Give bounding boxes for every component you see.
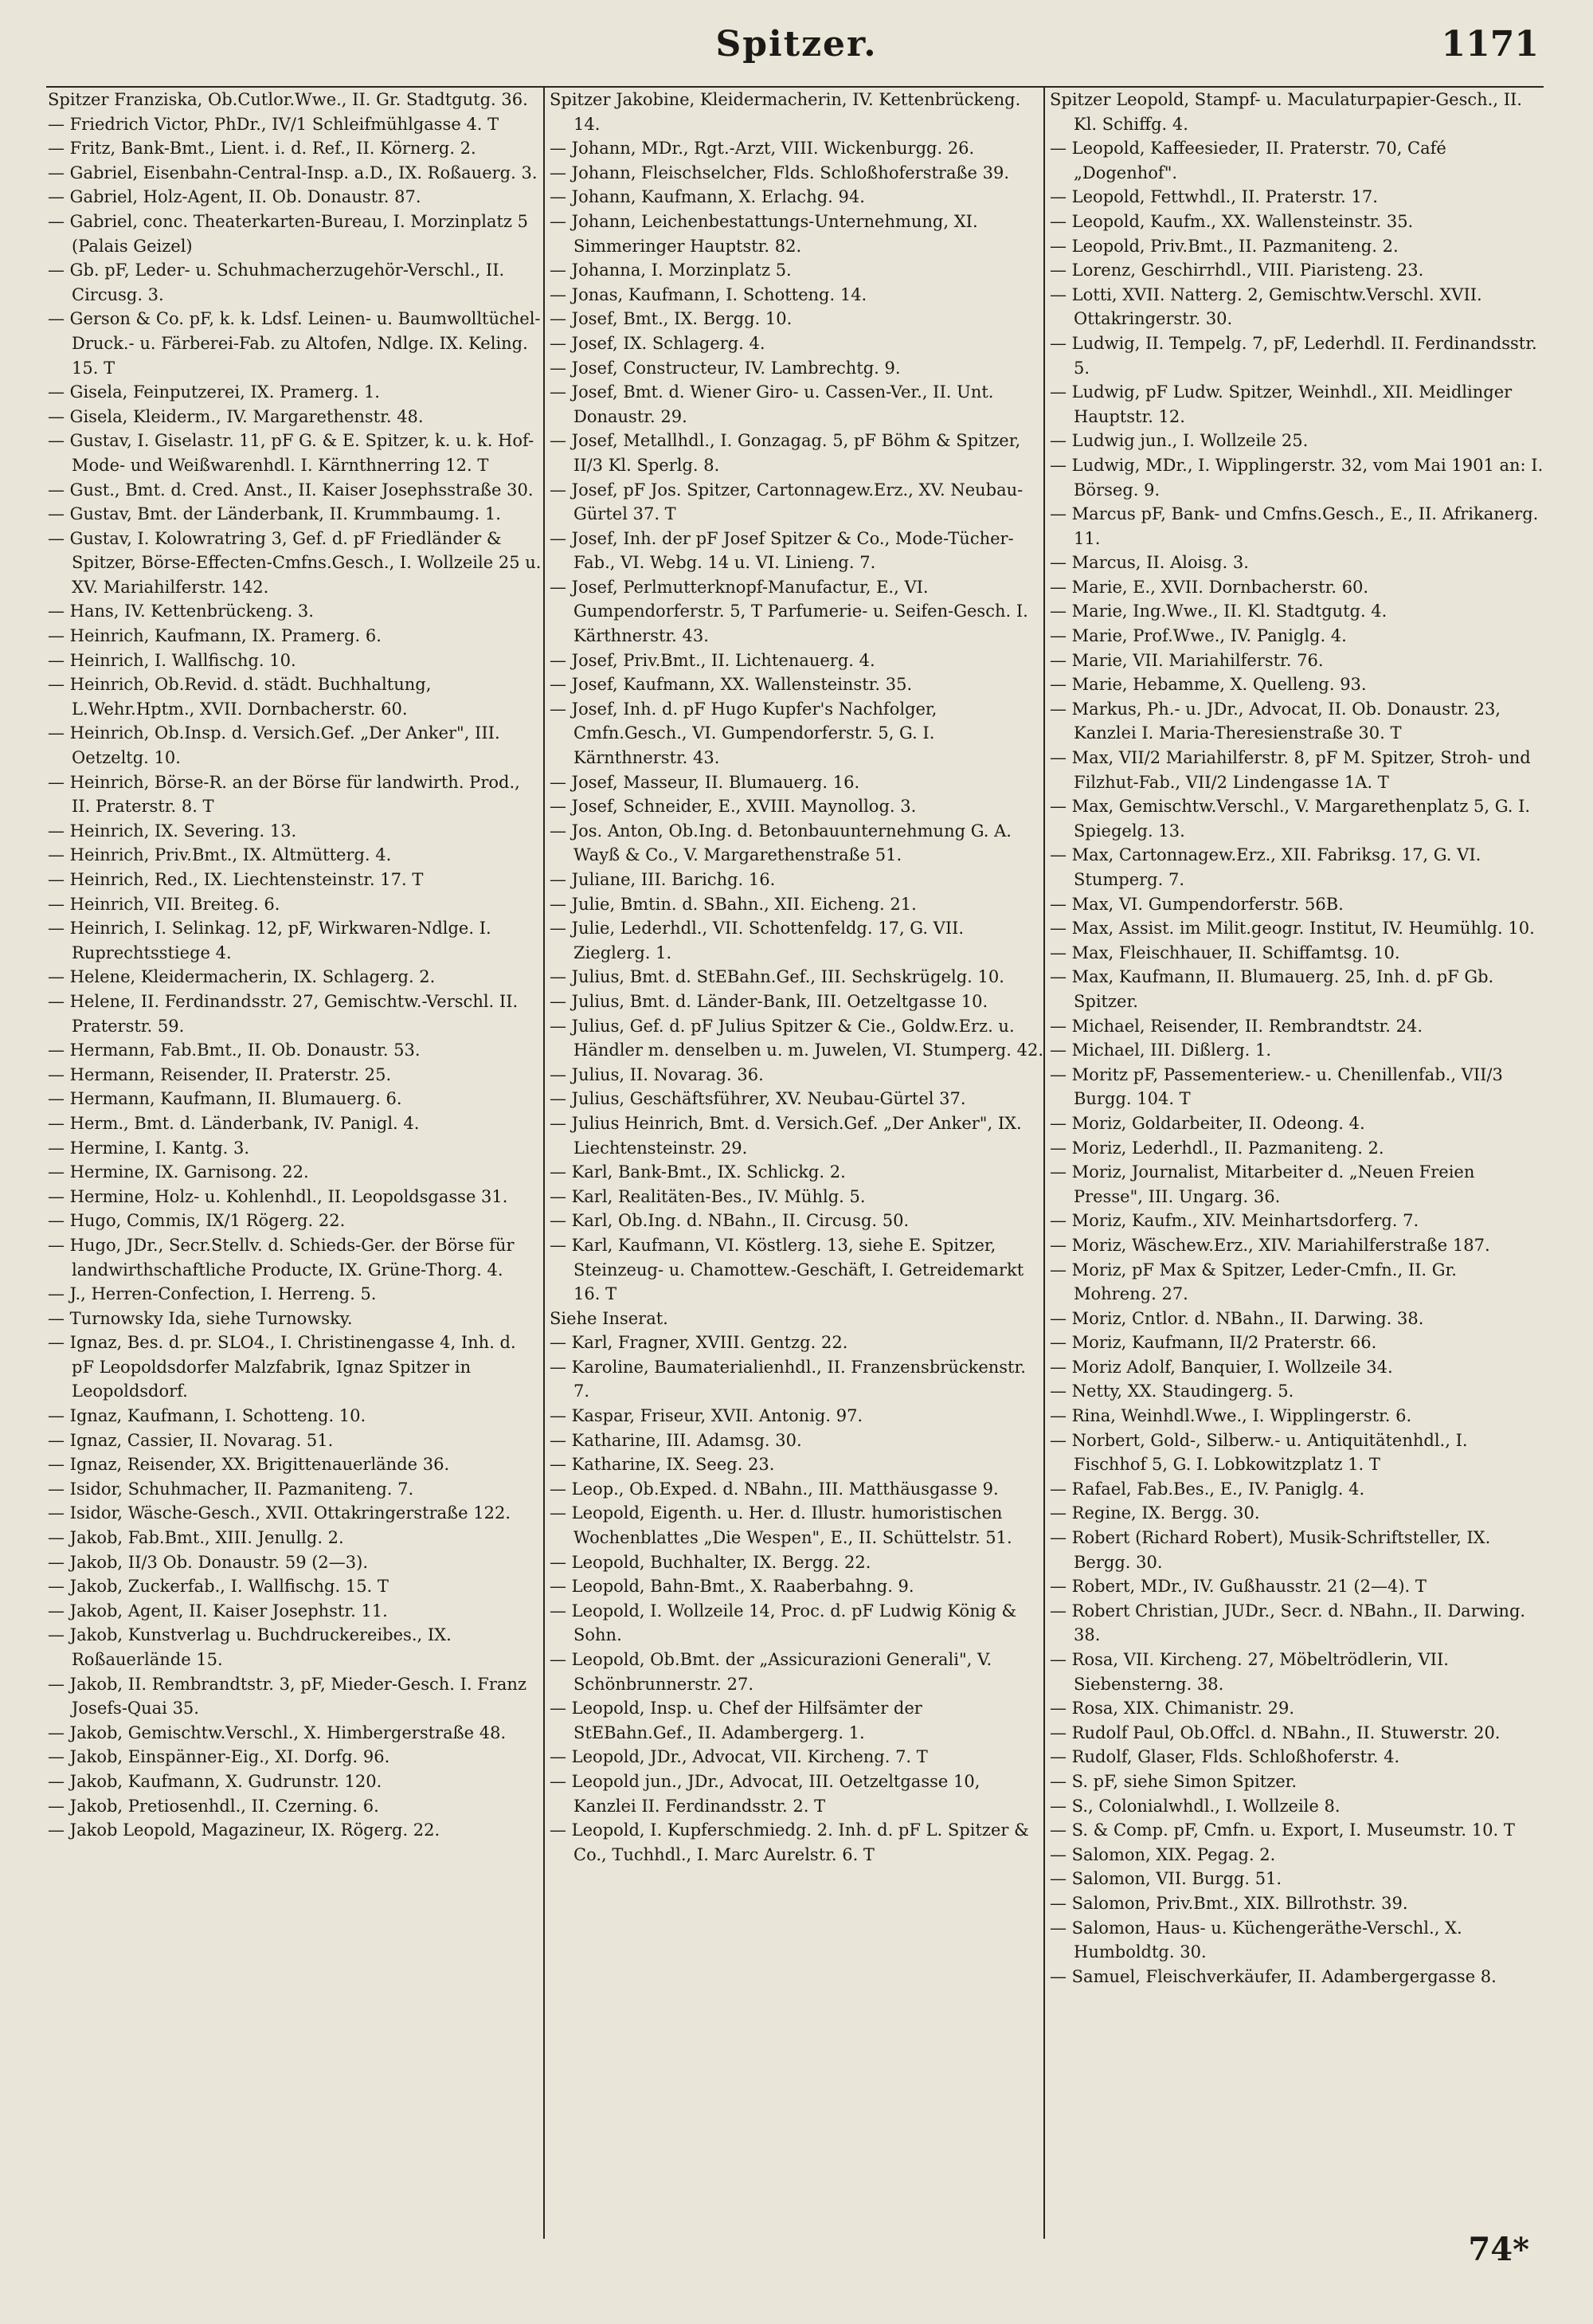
directory-entry: — Julius Heinrich, Bmt. d. Versich.Gef. „Der Anker", IX. Liechtensteinstr. 29. [550,1113,1022,1158]
directory-entry: — Leopold, Insp. u. Chef der Hilfsämter der StEBahn.Gef., II. Adambergerg. 1. [550,1699,922,1742]
directory-entry: — Marie, E., XVII. Dornbacherstr. 60. [1050,577,1369,597]
directory-entry: — Max, Cartonnagew.Erz., XII. Fabriksg. 17, G. VI. Stumperg. 7. [1050,845,1481,889]
column-2 [550,88,1043,2223]
directory-entry: — Leopold, Buchhalter, IX. Bergg. 22. [550,1552,871,1572]
directory-entry: — Norbert, Gold-, Silberw.- u. Antiquitätenhdl., I. Fischhof 5, G. I. Lobkowitzplatz 1. T [1050,1430,1468,1475]
directory-entry: — Gustav, Bmt. der Länderbank, II. Krummbaumg. 1. [48,504,501,524]
directory-entry: — Johann, Kaufmann, X. Erlachg. 94. [550,187,865,207]
directory-entry: — Josef, Priv.Bmt., II. Lichtenauerg. 4. [550,650,875,670]
directory-entry: — Leopold, Priv.Bmt., II. Pazmaniteng. 2. [1050,236,1399,256]
page-number: 1171 [1441,24,1539,65]
directory-entry: — Moriz, Goldarbeiter, II. Odeong. 4. [1050,1113,1365,1133]
directory-entry: — Leopold, Kaffeesieder, II. Praterstr. 70, Café „Dogenhof". [1050,139,1446,182]
directory-entry: — Johanna, I. Morzinplatz 5. [550,261,792,280]
directory-entry: — Julie, Bmtin. d. SBahn., XII. Eicheng. 21. [550,894,917,914]
directory-entry: — Jos. Anton, Ob.Ing. d. Betonbauunternehmung G. A. Wayß & Co., V. Margarethenstraße 51. [550,821,1012,865]
directory-entry: — S., Colonialwhdl., I. Wollzeile 8. [1050,1796,1341,1816]
directory-entry: — Gustav, I. Giselastr. 11, pF G. & E. Spitzer, k. u. k. Hof-Mode- und Weißwarenhdl. I. Kärnthnerring 12. T [48,431,534,475]
directory-entry: — Hermine, IX. Garnisong. 22. [48,1162,309,1182]
directory-entry: — Max, Assist. im Milit.geogr. Institut, IV. Heumühlg. 10. [1050,919,1535,939]
directory-entry: — Ludwig jun., I. Wollzeile 25. [1050,431,1309,451]
directory-entry: — Ignaz, Reisender, XX. Brigittenauerlände 36. [48,1455,450,1475]
directory-entry: — Leopold, I. Kupferschmiedg. 2. Inh. d. pF L. Spitzer & Co., Tuchhdl., I. Marc Aurelstr. 6. T [550,1820,1029,1864]
directory-entry: — Ludwig, pF Ludw. Spitzer, Weinhdl., XII. Meidlinger Hauptstr. 12. [1050,382,1513,426]
directory-entry: — Max, VII/2 Mariahilferstr. 8, pF M. Spitzer, Stroh- und Filzhut-Fab., VII/2 Lindengasse 1A. T [1050,748,1531,792]
directory-entry: — Leopold, Bahn-Bmt., X. Raaberbahng. 9. [550,1577,914,1597]
directory-entry: — Heinrich, IX. Severing. 13. [48,821,297,841]
directory-entry: — Ludwig, II. Tempelg. 7, pF, Lederhdl. II. Ferdinandsstr. 5. [1050,333,1537,378]
directory-entry: — S. pF, siehe Simon Spitzer. [1050,1771,1297,1791]
directory-entry: — Max, Gemischtw.Verschl., V. Margarethenplatz 5, G. I. Spiegelg. 13. [1050,797,1531,841]
directory-entry: — Rosa, VII. Kircheng. 27, Möbeltrödlerin, VII. Siebensterng. 38. [1050,1650,1449,1694]
directory-entry: — Jakob, Kaufmann, X. Gudrunstr. 120. [48,1771,382,1791]
directory-entry: — Julius, II. Novarag. 36. [550,1064,764,1084]
directory-entry: — Heinrich, Kaufmann, IX. Pramerg. 6. [48,626,382,646]
directory-entry: — Marcus pF, Bank- und Cmfns.Gesch., E., II. Afrikanerg. 11. [1050,504,1539,548]
directory-entry: — Ludwig, MDr., I. Wipplingerstr. 32, vom Mai 1901 an: I. Börseg. 9. [1050,455,1544,500]
directory-entry: — Julius, Geschäftsführer, XV. Neubau-Gürtel 37. [550,1089,966,1109]
directory-entry: — Gerson & Co. pF, k. k. Ldsf. Leinen- u. Baumwolltüchel-Druck.- u. Färberei-Fab. zu Altofen, Ndlge. IX. Keling. 15. T [48,309,541,378]
directory-entry: — Moriz Adolf, Banquier, I. Wollzeile 34. [1050,1357,1393,1377]
directory-entry: — Rudolf, Glaser, Flds. Schloßhoferstr. 4. [1050,1747,1400,1767]
directory-entry: — Moriz, Lederhdl., II. Pazmaniteng. 2. [1050,1138,1384,1158]
directory-entry: — Marcus, II. Aloisg. 3. [1050,553,1249,573]
directory-entry: — Marie, VII. Mariahilferstr. 76. [1050,650,1324,670]
directory-entry: — Max, Kaufmann, II. Blumauerg. 25, Inh. d. pF Gb. Spitzer. [1050,967,1494,1011]
directory-entry: — Julius, Gef. d. pF Julius Spitzer & Cie., Goldw.Erz. u. Händler m. denselben u. m. Juwelen, VI. Stumperg. 42. [550,1016,1043,1060]
directory-entry: — Rina, Weinhdl.Wwe., I. Wipplingerstr. 6. [1050,1406,1412,1426]
page-header [0,24,1593,72]
directory-entry: — Gabriel, conc. Theaterkarten-Bureau, I. Morzinplatz 5 (Palais Geizel) [48,211,529,256]
directory-entry: — Moriz, pF Max & Spitzer, Leder-Cmfn., II. Gr. Mohreng. 27. [1050,1260,1457,1304]
directory-entry: — Jakob, Fab.Bmt., XIII. Jenullg. 2. [48,1528,344,1548]
directory-entry: — Hugo, JDr., Secr.Stellv. d. Schieds-Ger. der Börse für landwirthschaftliche Producte, IX. Grüne-Thorg. 4. [48,1235,515,1280]
directory-entry: — Julius, Bmt. d. Länder-Bank, III. Oetzeltgasse 10. [550,991,988,1011]
directory-entry: — Moritz pF, Passementeriew.- u. Chenillenfab., VII/3 Burgg. 104. T [1050,1064,1503,1109]
directory-entry: — Lorenz, Geschirrhdl., VIII. Piaristeng. 23. [1050,261,1424,280]
directory-entry: — Gust., Bmt. d. Cred. Anst., II. Kaiser Josephsstraße 30. [48,480,534,500]
running-head: Spitzer. [715,24,878,65]
directory-entry: — Netty, XX. Staudingerg. 5. [1050,1381,1294,1401]
directory-entry: — Heinrich, Ob.Insp. d. Versich.Gef. „Der Anker", III. Oetzeltg. 10. [48,723,500,768]
directory-entry: — J., Herren-Confection, I. Herreng. 5. [48,1284,377,1304]
directory-entry: — Josef, Perlmutterknopf-Manufactur, E., VI. Gumpendorferstr. 5, T Parfumerie- u. Seifen-Gesch. I. Kärthnerstr. 43. [550,577,1028,646]
directory-entry: — Kaspar, Friseur, XVII. Antonig. 97. [550,1406,863,1426]
directory-entry: — Max, VI. Gumpendorferstr. 56B. [1050,894,1344,914]
directory-entry: — S. & Comp. pF, Cmfn. u. Export, I. Museumstr. 10. T [1050,1820,1515,1840]
directory-entry: — Ignaz, Bes. d. pr. SLO4., I. Christinengasse 4, Inh. d. pF Leopoldsdorfer Malzfabrik, Ignaz Spitzer in Leopoldsdorf. [48,1333,516,1401]
directory-entry: — Karl, Ob.Ing. d. NBahn., II. Circusg. 50. [550,1211,910,1231]
directory-entry: — Josef, Bmt. d. Wiener Giro- u. Cassen-Ver., II. Unt. Donaustr. 29. [550,382,994,426]
directory-entry: — Moriz, Journalist, Mitarbeiter d. „Neuen Freien Presse", III. Ungarg. 36. [1050,1162,1475,1206]
directory-entry: — Turnowsky Ida, siehe Turnowsky. [48,1308,353,1328]
directory-entry: — Samuel, Fleischverkäufer, II. Adambergergasse 8. [1050,1966,1497,1986]
directory-entry: — Leopold, Ob.Bmt. der „Assicurazioni Generali", V. Schönbrunnerstr. 27. [550,1650,992,1694]
directory-entry: — Julie, Lederhdl., VII. Schottenfeldg. 17, G. VII. Zieglerg. 1. [550,919,965,962]
directory-entry: — Jakob, Zuckerfab., I. Wallfischg. 15. T [48,1577,389,1597]
directory-entry: — Jakob, Kunstverlag u. Buchdruckereibes., IX. Roßauerlände 15. [48,1625,452,1669]
directory-entry: — Karl, Kaufmann, VI. Köstlerg. 13, siehe E. Spitzer, Steinzeug- u. Chamottew.-Geschäft, I. Getreidemarkt 16. T [550,1235,1024,1304]
directory-entry: Spitzer Franziska, Ob.Cutlor.Wwe., II. Gr. Stadtgutg. 36. [48,90,528,109]
directory-entry: — Leopold, Eigenth. u. Her. d. Illustr. humoristischen Wochenblattes „Die Wespen", E., II. Schüttelstr. 51. [550,1503,1012,1548]
directory-entry: — Jakob, II. Rembrandtstr. 3, pF, Mieder-Gesch. I. Franz Josefs-Quai 35. [48,1674,527,1719]
directory-entry: — Heinrich, Ob.Revid. d. städt. Buchhaltung, L.Wehr.Hptm., XVII. Dornbacherstr. 60. [48,675,432,719]
directory-entry: — Gisela, Kleiderm., IV. Margarethenstr. 48. [48,406,424,426]
directory-entry: Spitzer Jakobine, Kleidermacherin, IV. Kettenbrückeng. 14. [550,90,1021,134]
directory-entry: — Josef, Kaufmann, XX. Wallensteinstr. 35. [550,675,913,695]
directory-entry: — Hermann, Fab.Bmt., II. Ob. Donaustr. 53. [48,1041,421,1060]
directory-entry: — Gustav, I. Kolowratring 3, Gef. d. pF Friedländer & Spitzer, Börse-Effecten-Cmfns.Gesch., I. Wollzeile 25 u. XV. Mariahilferstr. 142. [48,528,542,597]
directory-entry: — Josef, Bmt., IX. Bergg. 10. [550,309,793,329]
directory-entry: — Hermine, Holz- u. Kohlenhdl., II. Leopoldsgasse 31. [48,1186,508,1206]
directory-entry: — Heinrich, VII. Breiteg. 6. [48,894,280,914]
directory-entry: — Jakob Leopold, Magazineur, IX. Rögerg. 22. [48,1820,440,1840]
directory-entry: — Josef, pF Jos. Spitzer, Cartonnagew.Erz., XV. Neubau-Gürtel 37. T [550,480,1024,524]
directory-entry: — Heinrich, I. Selinkag. 12, pF, Wirkwaren-Ndlge. I. Ruprechtsstiege 4. [48,919,491,962]
directory-entry: — Regine, IX. Bergg. 30. [1050,1503,1260,1523]
directory-entry: — Jonas, Kaufmann, I. Schotteng. 14. [550,284,867,304]
column-1 [48,88,542,2223]
directory-entry: — Katharine, IX. Seeg. 23. [550,1455,775,1475]
directory-entry: — Robert Christian, JUDr., Secr. d. NBahn., II. Darwing. 38. [1050,1601,1526,1645]
directory-entry: — Jakob, Agent, II. Kaiser Josephstr. 11. [48,1601,388,1621]
directory-entry: — Robert (Richard Robert), Musik-Schriftsteller, IX. Bergg. 30. [1050,1528,1491,1572]
directory-entry: — Josef, Metallhdl., I. Gonzagag. 5, pF Böhm & Spitzer, II/3 Kl. Sperlg. 8. [550,431,1021,475]
directory-entry: — Josef, Schneider, E., XVIII. Maynollog. 3. [550,797,917,817]
directory-entry: — Isidor, Wäsche-Gesch., XVII. Ottakringerstraße 122. [48,1503,511,1523]
column-divider [1043,88,1045,2239]
directory-entry: — Moriz, Cntlor. d. NBahn., II. Darwing. 38. [1050,1308,1424,1328]
directory-entry: — Salomon, XIX. Pegag. 2. [1050,1844,1276,1864]
directory-entry: — Leopold, JDr., Advocat, VII. Kircheng. 7. T [550,1747,928,1767]
directory-entry: — Moriz, Kaufmann, II/2 Praterstr. 66. [1050,1333,1377,1353]
directory-entry: — Josef, Inh. der pF Josef Spitzer & Co., Mode-Tücher-Fab., VI. Webg. 14 u. VI. Linieng. 7. [550,528,1014,573]
signature-mark: 74* [1468,2231,1529,2268]
directory-entry: Siehe Inserat. [550,1308,668,1328]
directory-entry: — Ignaz, Kaufmann, I. Schotteng. 10. [48,1406,366,1426]
directory-entry: — Leopold, Kaufm., XX. Wallensteinstr. 35. [1050,211,1414,231]
directory-entry: Spitzer Leopold, Stampf- u. Maculaturpapier-Gesch., II. Kl. Schiffg. 4. [1050,90,1522,134]
directory-entry: — Helene, Kleidermacherin, IX. Schlagerg. 2. [48,967,436,987]
directory-entry: — Karl, Fragner, XVIII. Gentzg. 22. [550,1333,848,1353]
directory-entry: — Heinrich, Börse-R. an der Börse für landwirth. Prod., II. Praterstr. 8. T [48,772,520,817]
directory-entry: — Rosa, XIX. Chimanistr. 29. [1050,1699,1295,1719]
directory-entry: — Jakob, Einspänner-Eig., XI. Dorfg. 96. [48,1747,390,1767]
directory-entry: — Herm., Bmt. d. Länderbank, IV. Panigl. 4. [48,1113,420,1133]
directory-entry: — Josef, Masseur, II. Blumauerg. 16. [550,772,860,792]
directory-entry: — Hugo, Commis, IX/1 Rögerg. 22. [48,1211,346,1231]
directory-entry: — Michael, Reisender, II. Rembrandtstr. 24. [1050,1016,1423,1036]
directory-entry: — Josef, Inh. d. pF Hugo Kupfer's Nachfolger, Cmfn.Gesch., VI. Gumpendorferstr. 5, G. I. Kärnthnerstr. 43. [550,699,937,768]
directory-entry: — Friedrich Victor, PhDr., IV/1 Schleifmühlgasse 4. T [48,114,499,134]
directory-entry: — Hermann, Kaufmann, II. Blumauerg. 6. [48,1089,402,1109]
directory-entry: — Julius, Bmt. d. StEBahn.Gef., III. Sechskrügelg. 10. [550,967,1004,987]
directory-entry: — Lotti, XVII. Natterg. 2, Gemischtw.Verschl. XVII. Ottakringerstr. 30. [1050,284,1482,329]
directory-entry: — Hans, IV. Kettenbrückeng. 3. [48,602,314,621]
directory-entry: — Marie, Ing.Wwe., II. Kl. Stadtgutg. 4. [1050,602,1388,621]
column-3 [1050,88,1544,2223]
directory-entry: — Marie, Prof.Wwe., IV. Paniglg. 4. [1050,626,1347,646]
directory-entry: — Leopold, Fettwhdl., II. Praterstr. 17. [1050,187,1378,207]
directory-entry: — Heinrich, Red., IX. Liechtensteinstr. 17. T [48,870,424,889]
directory-entry: — Helene, II. Ferdinandsstr. 27, Gemischtw.-Verschl. II. Praterstr. 59. [48,991,519,1036]
directory-entry: — Gabriel, Holz-Agent, II. Ob. Donaustr. 87. [48,187,421,207]
directory-entry: — Josef, Constructeur, IV. Lambrechtg. 9. [550,358,901,378]
directory-entry: — Isidor, Schuhmacher, II. Pazmaniteng. 7. [48,1479,414,1499]
directory-entry: — Johann, Leichenbestattungs-Unternehmung, XI. Simmeringer Hauptstr. 82. [550,211,978,256]
directory-entry: — Jakob, Pretiosenhdl., II. Czerning. 6. [48,1796,379,1816]
directory-entry: — Rudolf Paul, Ob.Offcl. d. NBahn., II. Stuwerstr. 20. [1050,1722,1501,1742]
directory-entry: — Leopold jun., JDr., Advocat, III. Oetzeltgasse 10, Kanzlei II. Ferdinandsstr. 2. T [550,1771,980,1816]
directory-entry: — Johann, Fleischselcher, Flds. Schloßhoferstraße 39. [550,163,1010,182]
directory-entry: — Gabriel, Eisenbahn-Central-Insp. a.D., IX. Roßauerg. 3. [48,163,538,182]
directory-entry: — Jakob, Gemischtw.Verschl., X. Himbergerstraße 48. [48,1722,507,1742]
directory-entry: — Leop., Ob.Exped. d. NBahn., III. Matthäusgasse 9. [550,1479,999,1499]
directory-entry: — Heinrich, Priv.Bmt., IX. Altmütterg. 4. [48,845,392,865]
directory-entry: — Hermine, I. Kantg. 3. [48,1138,250,1158]
directory-entry: — Karl, Bank-Bmt., IX. Schlickg. 2. [550,1162,846,1182]
directory-entry: — Karl, Realitäten-Bes., IV. Mühlg. 5. [550,1186,866,1206]
directory-entry: — Katharine, III. Adamsg. 30. [550,1430,802,1450]
directory-entry: — Markus, Ph.- u. JDr., Advocat, II. Ob. Donaustr. 23, Kanzlei I. Maria-Theresienstraße 30. T [1050,699,1501,743]
directory-entry: — Heinrich, I. Wallfischg. 10. [48,650,296,670]
directory-entry: — Rafael, Fab.Bes., E., IV. Paniglg. 4. [1050,1479,1365,1499]
directory-entry: — Moriz, Wäschew.Erz., XIV. Mariahilferstraße 187. [1050,1235,1490,1255]
directory-entry: — Salomon, VII. Burgg. 51. [1050,1869,1282,1889]
directory-entry: — Gisela, Feinputzerei, IX. Pramerg. 1. [48,382,380,402]
directory-entry: — Leopold, I. Wollzeile 14, Proc. d. pF Ludwig König & Sohn. [550,1601,1017,1645]
directory-entry: — Michael, III. Dißlerg. 1. [1050,1041,1272,1060]
directory-entry: — Josef, IX. Schlagerg. 4. [550,333,765,353]
directory-entry: — Gb. pF, Leder- u. Schuhmacherzugehör-Verschl., II. Circusg. 3. [48,261,505,304]
directory-entry: — Ignaz, Cassier, II. Novarag. 51. [48,1430,334,1450]
directory-entry: — Salomon, Haus- u. Küchengeräthe-Verschl., X. Humboldtg. 30. [1050,1918,1462,1962]
directory-entry: — Johann, MDr., Rgt.-Arzt, VIII. Wickenburgg. 26. [550,139,975,159]
directory-entry: — Fritz, Bank-Bmt., Lient. i. d. Ref., II. Körnerg. 2. [48,139,476,159]
directory-entry: — Max, Fleischhauer, II. Schiffamtsg. 10. [1050,943,1400,962]
directory-entry: — Robert, MDr., IV. Gußhausstr. 21 (2—4). T [1050,1577,1427,1597]
column-divider [543,88,545,2239]
directory-entry: — Hermann, Reisender, II. Praterstr. 25. [48,1064,392,1084]
directory-entry: — Marie, Hebamme, X. Quelleng. 93. [1050,675,1367,695]
directory-entry: — Juliane, III. Barichg. 16. [550,870,776,889]
directory-entry: — Jakob, II/3 Ob. Donaustr. 59 (2—3). [48,1552,369,1572]
directory-entry: — Karoline, Baumaterialienhdl., II. Franzensbrückenstr. 7. [550,1357,1026,1401]
directory-entry: — Salomon, Priv.Bmt., XIX. Billrothstr. 39. [1050,1893,1408,1913]
directory-entry: — Moriz, Kaufm., XIV. Meinhartsdorferg. 7. [1050,1211,1419,1231]
